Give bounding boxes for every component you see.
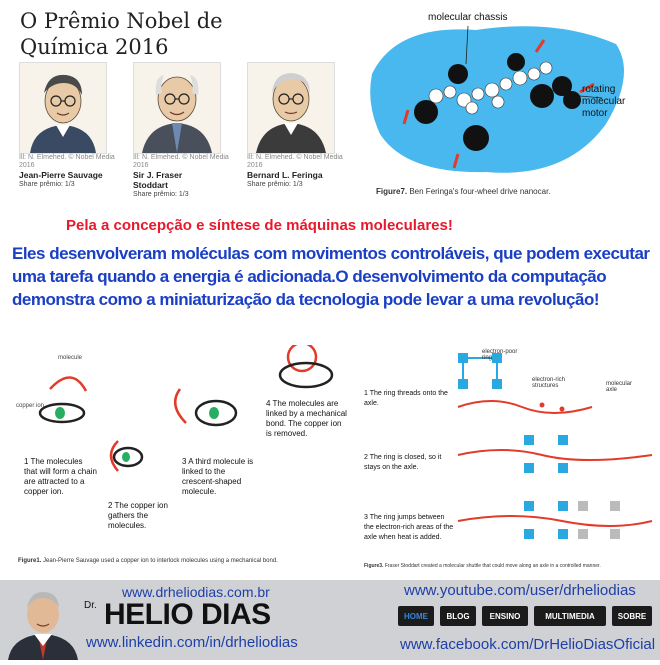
figure1-step-1: 1 The molecules that will form a chain are attracted to a copper ion. xyxy=(24,457,97,496)
nav-blog-button[interactable]: BLOG xyxy=(440,606,476,626)
figure1-step-3: 3 A third molecule is linked to the crescent-shaped molecule. xyxy=(182,457,254,496)
label-electron-rich-structures: electron-rich structures xyxy=(532,377,566,389)
label-electron-poor-ring: electron-poor ring xyxy=(482,349,518,361)
laureate-card-2: Ill: N. Elmehed. © Nobel Media 2016 Sir J. Fraser Stoddart Share prêmio: 1/3 xyxy=(133,62,233,199)
site-link[interactable]: www.drheliodias.com.br xyxy=(122,584,270,600)
laureate-card-1: Ill: N. Elmehed. © Nobel Media 2016 Jean-Pierre Sauvage Share prêmio: 1/3 xyxy=(19,62,119,189)
nav-ensino-button[interactable]: ENSINO xyxy=(482,606,528,626)
figure3-shuttle xyxy=(362,345,658,577)
page-title: O Prêmio Nobel de Química 2016 xyxy=(20,9,223,59)
figure7-nanocar xyxy=(366,4,656,209)
figure3-step-2: 2 The ring is closed, so it stays on the axle. xyxy=(364,454,442,471)
label-rotating-motor: rotating molecular motor xyxy=(582,84,626,119)
lead-paragraph: Eles desenvolveram moléculas com movimentos controláveis, que podem executar uma tarefa quando a energia é adicionada.O desenvolvimento da computação demonstra como a miniaturização da tecnologia pode levar a uma revolução! xyxy=(12,244,650,309)
label-molecular-chassis: molecular chassis xyxy=(428,12,508,23)
portrait-stoddart xyxy=(133,62,221,154)
author-photo xyxy=(6,584,80,660)
nav-home-button[interactable]: HOME xyxy=(398,606,434,626)
figure3-caption: Figure3. Fraser Stoddart created a molecular shuttle that could move along an axle in a controlled manner. xyxy=(364,563,601,569)
subtitle: Pela a concepção e síntese de máquinas moleculares! xyxy=(66,217,453,234)
figure1-caption: Figure1. Jean-Pierre Sauvage used a copper ion to interlock molecules using a mechanical bond. xyxy=(18,558,278,564)
linkedin-link[interactable]: www.linkedin.com/in/drheliodias xyxy=(86,634,298,651)
figure1-step-4: 4 The molecules are linked by a mechanical bond. The copper ion is removed. xyxy=(266,399,347,438)
figure1-illustration xyxy=(10,345,360,545)
label-molecular-axle: molecular axle xyxy=(606,381,633,393)
label-copper-ion: copper ion xyxy=(16,403,45,409)
facebook-link[interactable]: www.facebook.com/DrHelioDiasOficial xyxy=(400,636,656,653)
youtube-link[interactable]: www.youtube.com/user/drheliodias xyxy=(404,582,636,599)
portrait-feringa xyxy=(247,62,335,154)
figure7-caption: Figure7. Ben Feringa's four-wheel drive nanocar. xyxy=(376,187,551,196)
nav-sobre-button[interactable]: SOBRE xyxy=(612,606,652,626)
figure1-catenane xyxy=(10,345,360,577)
label-molecule: molecule xyxy=(58,355,83,361)
figure3-step-1: 1 The ring threads onto the axle. xyxy=(364,390,448,407)
figure1-step-2: 2 The copper ion gathers the molecules. xyxy=(108,501,168,530)
portrait-sauvage xyxy=(19,62,107,154)
figure3-step-3: 3 The ring jumps between the electron-rich areas of the axle when heat is added. xyxy=(364,514,454,541)
brand-name: HELIO DIAS xyxy=(104,598,271,631)
nav-multimedia-button[interactable]: MULTIMEDIA xyxy=(534,606,606,626)
laureate-card-3: Ill: N. Elmehed. © Nobel Media 2016 Bernard L. Feringa Share prêmio: 1/3 xyxy=(247,62,357,189)
brand-small: Dr. xyxy=(84,600,97,611)
